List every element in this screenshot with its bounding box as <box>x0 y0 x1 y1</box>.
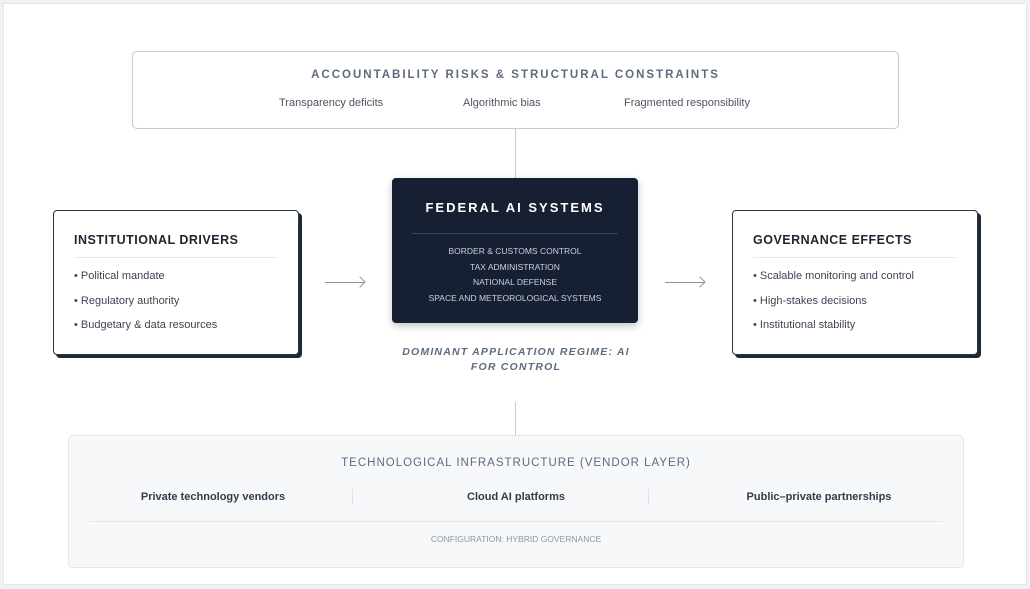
risk-item-transparency: Transparency deficits <box>279 97 384 109</box>
vendor-item-partnerships: Public–private partnerships <box>746 491 892 503</box>
separator <box>648 489 649 504</box>
vendor-layer-title: TECHNOLOGICAL INFRASTRUCTURE (VENDOR LAYER) <box>341 457 691 469</box>
list-item: • Regulatory authority <box>74 294 180 307</box>
risk-item-responsibility: Fragmented responsibility <box>624 97 750 109</box>
vendor-item-cloud: Cloud AI platforms <box>467 491 565 503</box>
arrow-right-icon <box>325 277 365 289</box>
divider <box>753 257 957 258</box>
list-item: TAX ADMINISTRATION <box>470 261 560 272</box>
list-item: SPACE AND METEOROLOGICAL SYSTEMS <box>428 292 602 303</box>
divider <box>74 257 278 258</box>
arrow-right-icon <box>665 277 705 289</box>
institutional-drivers-title: INSTITUTIONAL DRIVERS <box>74 233 239 247</box>
governance-effects-title: GOVERNANCE EFFECTS <box>753 233 913 247</box>
accountability-risks-title: ACCOUNTABILITY RISKS & STRUCTURAL CONSTRAINTS <box>311 69 720 81</box>
institutional-drivers-list <box>74 270 217 344</box>
configuration-label: CONFIGURATION: HYBRID GOVERNANCE <box>430 534 602 544</box>
regime-caption: DOMINANT APPLICATION REGIME: AI FOR CONTROL <box>402 346 630 373</box>
list-item: BORDER & CUSTOMS CONTROL <box>448 246 582 256</box>
federal-ai-systems-box <box>392 178 638 323</box>
institutional-drivers-box <box>53 210 299 355</box>
connector-bottom <box>515 402 516 435</box>
federal-ai-systems-list <box>392 244 638 306</box>
accountability-risks-box <box>132 51 899 129</box>
list-item: NATIONAL DEFENSE <box>472 277 558 287</box>
diagram-canvas <box>3 3 1027 585</box>
list-item: • Political mandate <box>74 270 165 282</box>
divider <box>89 521 943 522</box>
list-item: • High-stakes decisions <box>753 294 867 307</box>
risk-item-bias: Algorithmic bias <box>463 97 541 109</box>
list-item: • Institutional stability <box>753 319 856 331</box>
list-item: • Budgetary & data resources <box>74 319 218 331</box>
governance-effects-list <box>753 270 914 344</box>
governance-effects-box <box>732 210 978 355</box>
separator <box>352 489 353 504</box>
list-item: • Scalable monitoring and control <box>753 270 914 282</box>
connector-top <box>515 129 516 178</box>
vendor-layer-box <box>68 435 964 568</box>
vendor-item-private: Private technology vendors <box>140 491 286 503</box>
divider <box>412 233 618 234</box>
federal-ai-systems-title: FEDERAL AI SYSTEMS <box>425 200 605 215</box>
